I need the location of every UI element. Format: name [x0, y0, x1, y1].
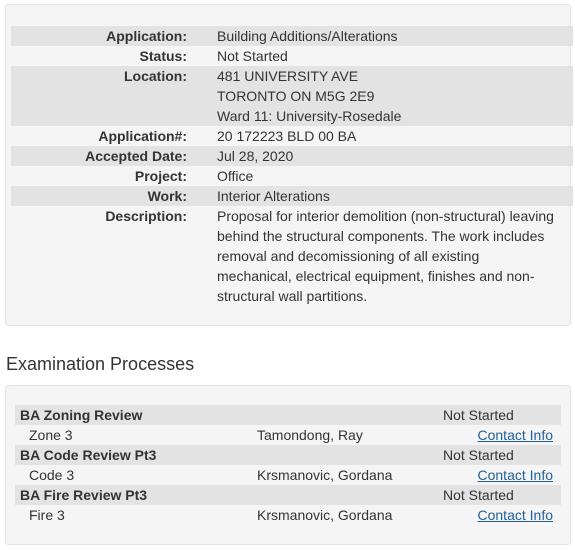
detail-row-description — [11, 206, 573, 306]
process-name: BA Code Review Pt3 — [20, 447, 157, 463]
accepted-date-value: Jul 28, 2020 — [217, 148, 294, 164]
process-header-row — [15, 485, 561, 505]
process-examiner: Tamondong, Ray — [257, 427, 363, 443]
description-label: Description: — [105, 208, 187, 224]
contact-info-link[interactable]: Contact Info — [477, 467, 553, 483]
contact-info-link[interactable]: Contact Info — [477, 427, 553, 443]
process-name: BA Zoning Review — [20, 407, 143, 423]
detail-row-application — [11, 26, 573, 46]
process-header-row — [15, 445, 561, 465]
process-examiner: Krsmanovic, Gordana — [257, 467, 393, 483]
application-number-value: 20 172223 BLD 00 BA — [217, 128, 357, 144]
detail-row-status — [11, 46, 573, 66]
status-value: Not Started — [217, 48, 288, 64]
process-detail-row — [15, 425, 561, 445]
location-label: Location: — [124, 68, 187, 84]
process-status: Not Started — [443, 407, 514, 423]
detail-row-accepted-date — [11, 146, 573, 166]
process-header-row — [15, 405, 561, 425]
detail-row-project — [11, 166, 573, 186]
location-line-street: 481 UNIVERSITY AVE — [217, 68, 359, 84]
status-label: Status: — [139, 48, 187, 64]
location-line-ward: Ward 11: University-Rosedale — [217, 108, 402, 124]
process-name: BA Fire Review Pt3 — [20, 487, 148, 503]
project-label: Project: — [134, 168, 187, 184]
location-line-city: TORONTO ON M5G 2E9 — [217, 88, 375, 104]
application-details-panel — [5, 4, 571, 326]
process-status: Not Started — [443, 487, 514, 503]
description-value: Proposal for interior demolition (non-structural) leaving behind the structural components. The work includes removal and decomissioning of all existing mechanical, electrical equipment, finishes and non-structural wall partitions. — [217, 208, 554, 304]
process-detail-row — [15, 465, 561, 485]
location-value — [217, 66, 557, 126]
project-value: Office — [217, 168, 254, 184]
application-value: Building Additions/Alterations — [217, 28, 398, 44]
process-examiner: Krsmanovic, Gordana — [257, 507, 393, 523]
work-value: Interior Alterations — [217, 188, 330, 204]
detail-row-application-number — [11, 126, 573, 146]
process-subgroup: Zone 3 — [29, 427, 73, 443]
detail-row-location — [11, 66, 573, 126]
detail-row-work — [11, 186, 573, 206]
application-number-label: Application#: — [98, 128, 187, 144]
contact-info-link[interactable]: Contact Info — [477, 507, 553, 523]
accepted-date-label: Accepted Date: — [85, 148, 187, 164]
examination-processes-heading: Examination Processes — [6, 354, 195, 374]
process-detail-row — [15, 505, 561, 525]
process-status: Not Started — [443, 447, 514, 463]
work-label: Work: — [147, 188, 187, 204]
process-subgroup: Fire 3 — [29, 507, 65, 523]
process-subgroup: Code 3 — [29, 467, 75, 483]
application-label: Application: — [106, 28, 187, 44]
